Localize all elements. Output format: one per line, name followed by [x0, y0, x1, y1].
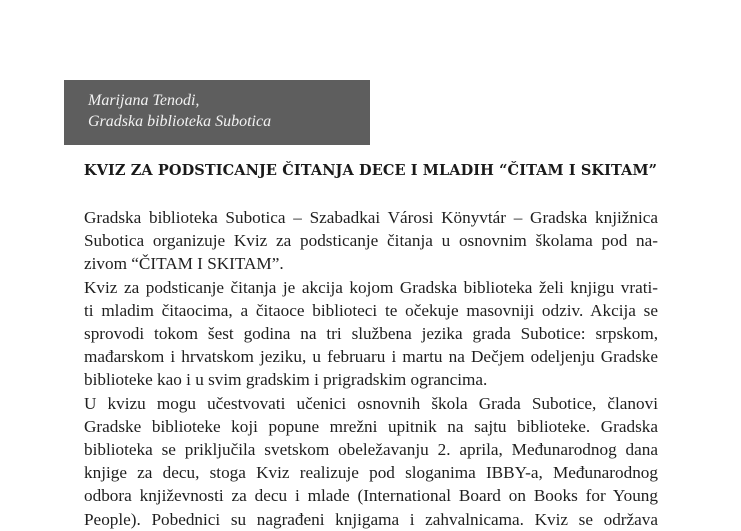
body-line: Kviz za podsticanje čitanja je akcija kojom Gradska biblioteka želi knjigu vrati- [84, 277, 658, 297]
body-line: biblioteke kao i u svim gradskim i prigradskim ograncima. [84, 370, 488, 390]
body-line: Gradska biblioteka Subotica – Szabadkai Városi Könyvtár – Gradska knjižnica [84, 208, 658, 227]
body-line: biblioteka se priključila svetskom obeležavanju 2. aprila, Međunarodnog dana [84, 440, 658, 460]
author-affiliation: Gradska biblioteka Subotica [88, 113, 272, 130]
body-line: knjige za decu, stoga Kviz realizuje pod sloganima IBBY-a, Međunarodnog [84, 463, 658, 483]
body-line: ti mladim čitaocima, a čitaoce biblioteci te očekuje masovniji odziv. Akcija se [84, 300, 658, 320]
body-line: Subotica organizuje Kviz za podsticanje čitanja u osnovnim školama pod na- [84, 231, 658, 251]
article-title: KVIZ ZA PODSTICANJE ČITANJA DECE I MLADIH “ČITAM I SKITAM” [83, 162, 658, 179]
article-body [84, 206, 658, 531]
author-name: Marijana Tenodi, [88, 92, 200, 109]
body-line: People). Pobednici su nagrađeni knjigama i zahvalnicama. Kviz se održava [84, 509, 658, 529]
body-line: Gradske biblioteke koji popune mrežni upitnik na sajtu biblioteke. Gradska [84, 416, 658, 436]
body-line: odbora književnosti za decu i mlade (International Board on Books for Young [84, 486, 658, 506]
body-line: sprovodi tokom šest godina na tri službena jezika grada Subotice: srpskom, [84, 324, 658, 344]
body-line: zivom “ČITAM I SKITAM”. [84, 254, 284, 274]
author-box [64, 80, 370, 145]
body-line: mađarskom i hrvatskom jeziku, u februaru i martu na Dečjem odeljenju Gradske [84, 347, 658, 367]
body-line: U kvizu mogu učestvovati učenici osnovnih škola Grada Subotice, članovi [84, 393, 658, 413]
